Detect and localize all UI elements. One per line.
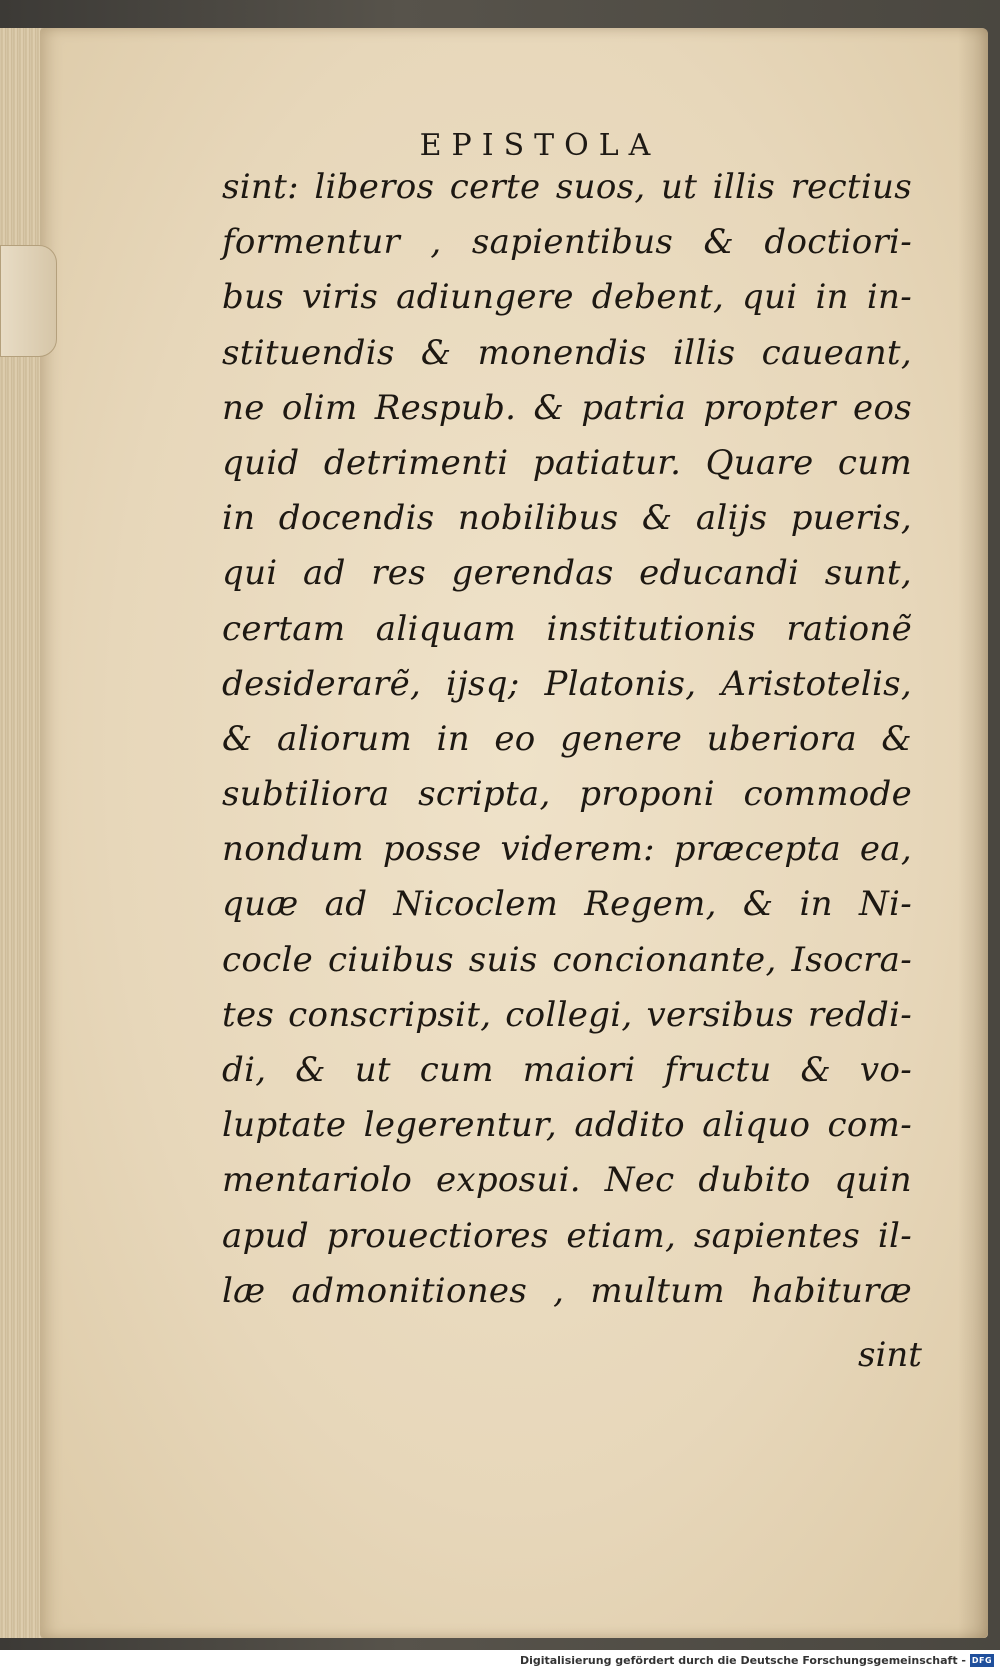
text-block <box>222 160 912 1319</box>
text-line: bus viris adiungere debent, qui in in- <box>222 277 912 318</box>
text-line: luptate legerentur, addito aliquo com- <box>222 1105 912 1146</box>
text-line: di, & ut cum maiori fructu & vo- <box>222 1050 912 1090</box>
text-line: certam aliquam institutionis rationẽ <box>222 608 912 649</box>
funding-credit: Digitalisierung gefördert durch die Deutsche Forschungsgemeinschaft - <box>519 1654 966 1667</box>
text-line: quæ ad Nicoclem Regem, & in Ni- <box>222 884 912 925</box>
text-line: apud prouectiores etiam, sapientes il- <box>222 1215 912 1256</box>
text-line: cocle ciuibus suis concionante, Isocra- <box>222 939 912 980</box>
text-line: mentariolo exposui. Nec dubito quin <box>222 1160 912 1201</box>
running-head: EPISTOLA <box>419 128 661 163</box>
text-line: ne olim Respub. & patria propter eos <box>222 387 912 428</box>
text-line: nondum posse viderem: præcepta ea, <box>222 829 912 870</box>
text-line: qui ad res gerendas educandi sunt, <box>222 553 912 594</box>
page-tab <box>0 245 57 357</box>
catchword: sint <box>858 1335 922 1375</box>
text-line: in docendis nobilibus & alijs pueris, <box>222 498 912 539</box>
text-line: sint: liberos certe suos, ut illis rectius <box>222 167 912 207</box>
text-line: tes conscripsit, collegi, versibus reddi- <box>222 994 912 1035</box>
text-line: quid detrimenti patiatur. Quare cum <box>222 442 912 483</box>
text-line: stituendis & monendis illis caueant, <box>222 332 912 373</box>
text-line: & aliorum in eo genere uberiora & <box>222 718 912 759</box>
text-line: desiderarẽ, ijsq; Platonis, Aristotelis, <box>222 663 912 704</box>
text-line: formentur , sapientibus & doctiori- <box>222 222 912 263</box>
text-line: læ admonitiones , multum habituræ <box>222 1270 912 1311</box>
dfg-logo: DFG <box>971 1656 993 1665</box>
text-line: subtiliora scripta, proponi commode <box>222 774 912 815</box>
